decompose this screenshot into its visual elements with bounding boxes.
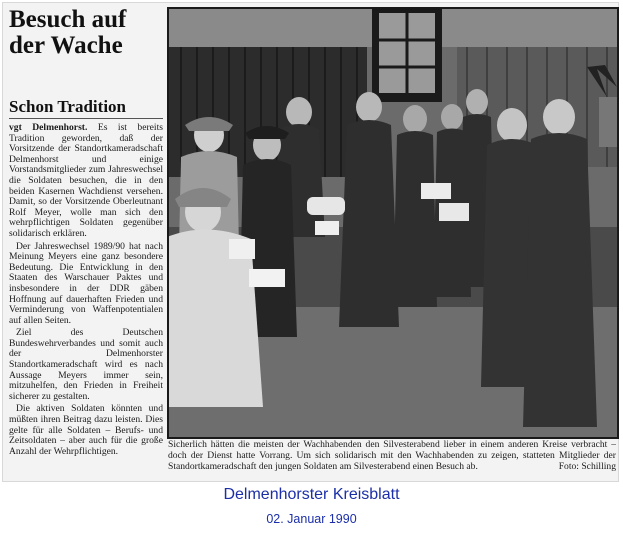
article-subheadline: Schon Tradition (9, 97, 126, 116)
photo-credit: Foto: Schilling (558, 460, 616, 472)
publication-date: 02. Januar 1990 (266, 512, 357, 526)
photo-illustration (167, 7, 619, 439)
article-headline: Besuch auf der Wache (9, 6, 127, 59)
divider (9, 118, 163, 119)
article-paragraph: Ziel des Deutschen Bundeswehrverbandes und somit auch der Delmenhorster Standortkameradschaft wird es nach Aussage Meyers immer sein, mitzuhelfen, den Frieden in Freiheit sicherer zu gestalten. (9, 327, 163, 402)
article-paragraph: Die aktiven Soldaten könnten und müßten ihren Beitrag dazu leisten. Dies gelte für alle Soldaten – Berufs- und Zeitsoldaten – aber auch für die große Anzahl der Wehrpflichtigen. (9, 403, 163, 457)
news-photo (167, 7, 619, 439)
newspaper-name: Delmenhorster Kreisblatt (223, 486, 400, 503)
article-paragraph (9, 123, 163, 240)
article-paragraph: Der Jahreswechsel 1989/90 hat nach Meinung Meyers eine ganz besondere Bedeutung. Die Entwicklung in den Staaten des Warschauer Paktes und insbesondere in der DDR gäben Hoffnung auf dauerhaften Frieden und Verminderung von Waffenpotentialen auf allen Seiten. (9, 240, 163, 326)
caption-text: Sicherlich hätten die meisten der Wachhabenden den Silvesterabend lieber in einem anderen Kreise verbracht – doch der Dienst hatte Vorrang. Um sich solidarisch mit den Wachhabenden zu zeigen, statteten Mitglieder der Standortkameradschaft den jungen Soldaten am Silvesterabend einen Besuch ab. (168, 440, 616, 472)
dateline: vgt Delmenhorst. (9, 123, 88, 133)
paragraph-text: Es ist bereits Tradition geworden, daß der Vorsitzende der Standortkameradschaft Delmenhorst und einige Vorstandsmitglieder zum Jahreswechsel die Soldaten besuchen, die in den beiden Kasernen Wachdienst versehen. Damit, so der Vorsitzende Oberleutnant Rolf Meyer, wolle man sich den wehrpflichtigen Soldaten gegenüber solidarisch erklären. (9, 123, 163, 239)
article-body (9, 123, 163, 478)
newspaper-clipping (2, 2, 619, 482)
photo-caption (168, 440, 616, 482)
